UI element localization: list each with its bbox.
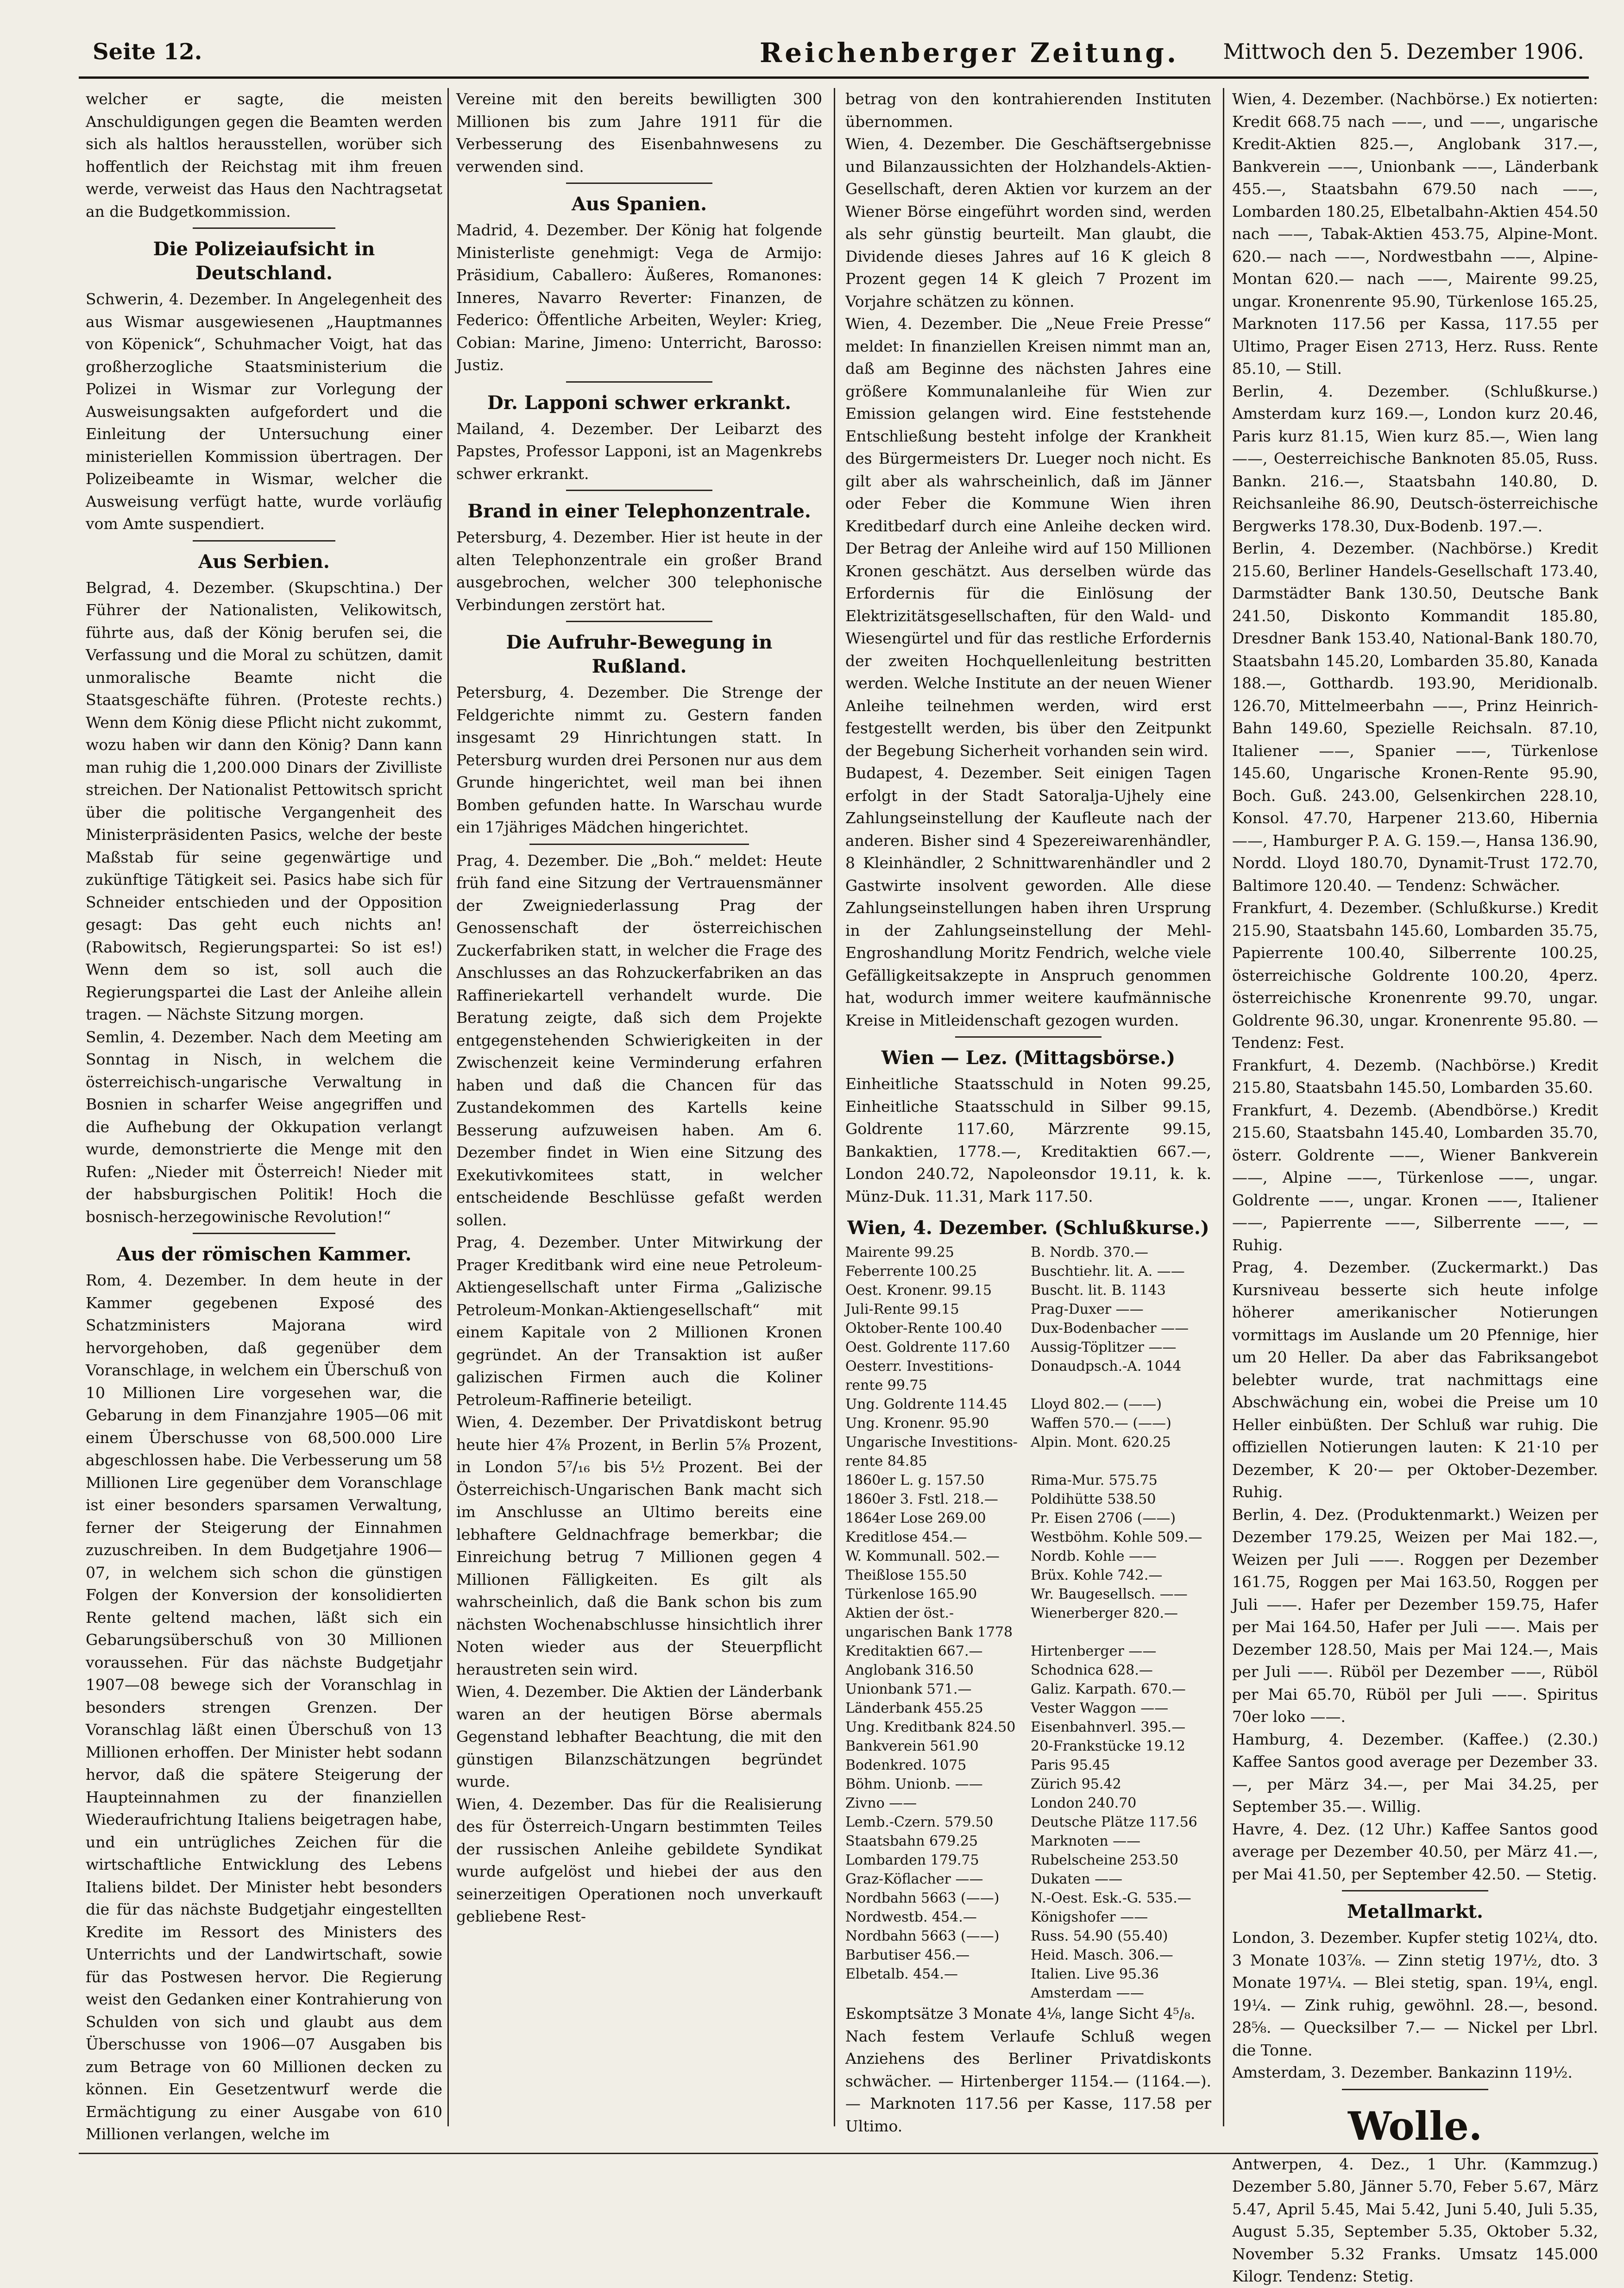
market-text: Berlin, 4. Dezember. (Schlußkurse.) Amsterdam kurz 169.—, London kurz 20.46, Paris kurz 81.15, Wien kurz 85.—, Wien lang ——, Oesterreichische Banknoten 85.05, Russ. Bankn. 216.—, Staatsbahn 140.80, D. Reichsanleihe 86.90, Deutsch-österreichische Bergwerks 178.30, Dux-Bodenb. 197.—.: [1232, 382, 1598, 535]
price-entry: Wienerberger 820.—: [1031, 1605, 1178, 1621]
article-heading: Dr. Lapponi schwer erkrankt.: [487, 391, 792, 414]
price-entry: Marknoten ——: [1031, 1833, 1141, 1849]
article-text: Budapest, 4. Dezember. Seit einigen Tagen erfolgt in der Stadt Satoralja-Ujhely eine Zahlungseinstellung der Kaufleute nach der anderen. Bisher sind 4 Spezereiwarenhändler, 8 Kleinhändler, 2 Schnittwarenhändler und 2 Gastwirte insolvent geworden. Alle diese Zahlungseinstellungen haben ihren Ursprung in der Zahlungseinstellung der Mehl-Engroshandlung Moritz Fendrich, welche viele Gefälligkeitsakzepte in Anspruch genommen hat, wodurch immer weitere kaufmännische Kreise in Mitleidenschaft gezogen wurden.: [845, 764, 1211, 1029]
price-entry: Dux-Bodenbacher ——: [1031, 1320, 1189, 1336]
page-number: Seite 12.: [93, 39, 202, 65]
price-entry: Ung. Goldrente 114.45: [845, 1396, 1007, 1412]
market-text: Berlin, 4. Dez. (Produktenmarkt.) Weizen per Dezember 179.25, Weizen per Mai 182.—, Weizen per Juli ——. Roggen per Dezember 161.75, Roggen per Mai 163.50, Roggen per Juli ——. Hafer per Dezember 159.75, Hafer per Mai 164.50, Hafer per Juli ——. Mais per Dezember 128.50, Mais per Mai 124.—, Mais per Juli ——. Rüböl per Dezember ——, Rüböl per Mai 65.70, Rüböl per Juli ——. Spiritus 70er loko ——.: [1232, 1505, 1598, 1726]
price-entry: Deutsche Plätze 117.56: [1031, 1814, 1197, 1830]
article-text: Belgrad, 4. Dezember. (Skupschtina.) Der Führer der Nationalisten, Velikowitsch, führte aus, daß der König berufen sei, die Verfassung und die Moral zu schützen, damit unmoralische Beamte nicht die Staatsgeschäfte führen. (Proteste rechts.) Wenn dem König diese Pflicht nicht zukommt, wozu haben wir dann den König? Dann kann man ruhig die 1,200.000 Dinars der Zivilliste streichen. Der Nationalist Pettowitsch spricht über die politische Vergangenheit des Ministerpräsidenten Pasics, welche der beste Maßstab für seine gegenwärtige und zukünftige Tätigkeit sei. Pasics habe sich für Schneider entschieden und der Opposition gesagt: Das geht euch nichts an! (Rabowitsch, Regierungspartei: So ist es!) Wenn dem so ist, soll auch die Regierungspartei die Last der Anleihe allein tragen. — Nächste Sitzung morgen.: [86, 578, 442, 1023]
section-heading: Metallmarkt.: [1347, 1901, 1483, 1922]
market-text: Prag, 4. Dezember. (Zuckermarkt.) Das Kursniveau besserte sich heute infolge höherer amerikanischer Notierungen vormittags im Auslande um 20 Pfennige, hier um 20 Heller. Da aber das Fabriksangebot belebter wurde, trat nachmittags eine Abschwächung ein, wobei die Preise um 10 Heller einbüßten. Der Schluß war ruhig. Die offiziellen Notierungen lauten: K 21·10 per Dezember, K 20·— per Oktober-Dezember. Ruhig.: [1232, 1258, 1598, 1501]
column-3: [845, 88, 1211, 2135]
price-entry: Feberrente 100.25: [845, 1263, 977, 1280]
article-text: Vereine mit den bereits bewilligten 300 Millionen bis zum Jahre 1911 für die Verbesserung des Eisenbahnwesens zu verwenden sind.: [456, 90, 822, 176]
article-text: Petersburg, 4. Dezember. Die Strenge der Feldgerichte nimmt zu. Gestern fanden insgesamt 29 Hinrichtungen statt. In Petersburg wurden drei Personen nur aus dem Grunde hingerichtet, weil man bei ihnen Bomben gefunden hatte. In Warschau wurde ein 17jähriges Mädchen hingerichtet.: [456, 683, 822, 836]
article-heading: Die Aufruhr-Bewegung in Rußland.: [506, 631, 773, 677]
price-entry: Ung. Kreditbank 824.50: [845, 1719, 1016, 1735]
price-entry: Russ. 54.90 (55.40): [1031, 1928, 1168, 1944]
divider: [566, 183, 712, 184]
price-entry: Bankverein 561.90: [845, 1738, 979, 1754]
article-text: Prag, 4. Dezember. Unter Mitwirkung der Prager Kreditbank wird eine neue Petroleum-Aktiengesellschaft unter Firma „Galizische Petroleum-Monkan-Aktiengesellschaft“ mit einem Kapitale von 2 Millionen Kronen gegründet. An der Transaktion ist außer galizischen Firmen auch die Koliner Petroleum-Raffinerie beteiligt.: [456, 1233, 822, 1409]
price-entry: Lombarden 179.75: [845, 1852, 979, 1868]
price-entry: Nordbahn 5663 (——): [845, 1890, 1000, 1906]
issue-date: Mittwoch den 5. Dezember 1906.: [1223, 39, 1584, 64]
price-list: [845, 1243, 1211, 2003]
price-entry: 1860er 3. Fstl. 218.—: [845, 1491, 998, 1507]
article-text: Wien, 4. Dezember. Die „Neue Freie Presse“ meldet: In finanziellen Kreisen nimmt man an, daß am Beginne des nächsten Jahres eine größere Kommunalanleihe für Wien zur Emission gelangen wird. Eine feststehende Entschließung besteht infolge der Krankheit des Bürgermeisters Dr. Lueger noch nicht. Es gilt aber als wahrscheinlich, daß im Jänner oder Feber die Kommune Wien ihren Kreditbedarf durch eine Anleihe decken wird. Der Betrag der Anleihe wird auf 150 Millionen Kronen geschätzt. Aus derselben würde das Erfordernis für die Einlösung der Elektrizitätsgesellschaften, für den Wald- und Wiesengürtel und für das restliche Erfordernis der zweiten Hochquellenleitung bestritten werden. Welche Institute an der neuen Wiener Anleihe teilnehmen werden, wird erst festgestellt werden, bis über den Zeitpunkt der Begebung Sicherheit vorhanden sein wird.: [845, 315, 1211, 760]
price-entry: Kreditaktien 667.—: [845, 1643, 983, 1659]
price-entry: Rubelscheine 253.50: [1031, 1852, 1178, 1868]
price-entry: Westböhm. Kohle 509.—: [1031, 1529, 1202, 1545]
page-header: [79, 32, 1589, 79]
price-entry: Zürich 95.42: [1031, 1776, 1121, 1792]
price-entry: [845, 1984, 1026, 2003]
article-heading: Die Polizeiaufsicht in Deutschland.: [153, 238, 375, 284]
price-entry: Nordb. Kohle ——: [1031, 1548, 1157, 1564]
bottom-rule: [79, 2153, 1598, 2154]
price-entry: Brüx. Kohle 742.—: [1031, 1567, 1163, 1583]
price-entry: Lemb.-Czern. 579.50: [845, 1814, 994, 1830]
market-text: Wien, 4. Dezember. (Nachbörse.) Ex notierten: Kredit 668.75 nach ——, und ——, ungarische Kredit-Aktien 825.—, Anglobank 317.—, Bankverein ——, Unionbank ——, Länderbank 455.—, Staatsbahn 679.50 nach ——, Lombarden 180.25, Elbetalbahn-Aktien 454.50 nach ——, Tabak-Aktien 453.75, Alpine-Mont. 620.— nach ——, Nordwestbahn ——, Alpine-Montan 620.— nach ——, Mairente 99.25, ungar. Kronenrente 95.90, Türkenlose 165.25, Marknoten 117.56 per Kassa, 117.55 per Ultimo, Prager Eisen 2713, Herz. Russ. Rente 85.10, — Still.: [1232, 90, 1598, 378]
market-text: Antwerpen, 4. Dez., 1 Uhr. (Kammzug.) Dezember 5.80, Jänner 5.70, Feber 5.67, März 5.47, April 5.45, Mai 5.42, Juni 5.40, Juli 5.35, August 5.35, September 5.35, Oktober 5.32, November 5.32 Franks. Umsatz 145.000 Kilogr. Tendenz: Stetig.: [1232, 2155, 1598, 2285]
divider: [566, 490, 712, 491]
price-entry: N.-Oest. Esk.-G. 535.—: [1031, 1890, 1191, 1906]
price-entry: Prag-Duxer ——: [1031, 1301, 1144, 1317]
price-entry: London 240.70: [1031, 1795, 1137, 1811]
price-entry: Böhm. Unionb. ——: [845, 1776, 983, 1792]
price-entry: Ung. Kronenr. 95.90: [845, 1415, 989, 1431]
price-entry: Alpin. Mont. 620.25: [1031, 1434, 1171, 1450]
price-entry: Unionbank 571.—: [845, 1681, 972, 1697]
divider: [566, 381, 712, 383]
price-entry: Türkenlose 165.90: [845, 1586, 977, 1602]
market-text: Eskomptsätze 3 Monate 4⅛, lange Sicht 4⁵/₈.: [845, 2004, 1196, 2023]
price-entry: Zivno ——: [845, 1795, 917, 1811]
price-entry: Poldihütte 538.50: [1031, 1491, 1156, 1507]
article-text: welcher er sagte, die meisten Anschuldigungen gegen die Beamten werden sich als haltlos herausstellen, worüber sich hoffentlich der Reichstag mit ihm freuen werde, verweist das Haus den Nachtragsetat an die Budgetkommission.: [86, 90, 442, 221]
price-entry: W. Kommunall. 502.—: [845, 1548, 1000, 1564]
article-text: Rom, 4. Dezember. In dem heute in der Kammer gegebenen Exposé des Schatzministers Majorana wird hervorgehoben, daß gegenüber dem Voranschlage, in welchem ein Überschuß von 10 Millionen Lire vorgesehen war, die Gebarung in dem Finanzjahre 1905—06 mit einem Überschusse von 68,500.000 Lire abgeschlossen habe. Die Verbesserung um 58 Millionen Lire gegenüber dem Voranschlage ist einer besonders sparsamen Verwaltung, ferner der Steigerung der Einnahmen zuzuschreiben. In dem Budgetjahre 1906—07, in welchem sich schon die günstigen Folgen der Konversion der konsolidierten Rente geltend machen, läßt sich ein Gebarungsüberschuß von 30 Millionen voraussehen. Für das nächste Budgetjahr 1907—08 bewege sich der Voranschlag in besonders strengen Grenzen. Der Voranschlag läßt einen Überschuß von 13 Millionen erhoffen. Der Minister hebt sodann hervor, daß die spätere Steigerung der Haupteinnahmen zu der finanziellen Wiederaufrichtung Italiens beigetragen habe, und ein untrügliches Zeichen für die wirtschaftliche Entwicklung des Lebens Italiens bildet. Der Minister hebt besonders die für das nächste Budgetjahr eingestellten Kredite im Ressort des Ministers des Unterrichts und der Landwirtschaft, sowie für das Postwesen hervor. Die Regierung weist den Gedanken einer Kontrahierung von Schulden von sich und glaubt aus dem Überschusse von 1906—07 Ausgaben bis zum Betrage von 60 Millionen decken zu können. Ein Gesetzentwurf werde die Ermächtigung zu einer Ausgabe von 610 Millionen verlangen, welche im: [86, 1271, 442, 2143]
article-text: Wien, 4. Dezember. Die Aktien der Länderbank waren an der heutigen Börse abermals Gegenstand lebhafter Beachtung, die mit den günstigen Bilanzschätzungen begründet wurde.: [456, 1683, 822, 1790]
price-entry: Dukaten ——: [1031, 1871, 1123, 1887]
price-entry: Aktien der öst.-ungarischen Bank 1778: [845, 1605, 1013, 1640]
price-entry: Königshofer ——: [1031, 1909, 1148, 1925]
price-entry: Barbutiser 456.—: [845, 1947, 970, 1963]
price-entry: Anglobank 316.50: [845, 1662, 974, 1678]
article-heading: Aus Serbien.: [198, 550, 330, 573]
article-text: Madrid, 4. Dezember. Der König hat folgende Ministerliste genehmigt: Vega de Armijo: Präsidium, Caballero: Äußeres, Romanones: Inneres, Navarro Reverter: Finanzen, de Federico: Öffentliche Arbeiten, Weyler: Krieg, Cobian: Marine, Jimeno: Unterricht, Barosso: Justiz.: [456, 221, 822, 374]
divider: [955, 1036, 1102, 1038]
section-heading: Wolle.: [1347, 2103, 1483, 2149]
market-heading: Wien — Lez. (Mittagsbörse.): [881, 1047, 1176, 1069]
market-heading: Wien, 4. Dezember. (Schlußkurse.): [847, 1217, 1209, 1239]
article-text: Mailand, 4. Dezember. Der Leibarzt des Papstes, Professor Lapponi, ist an Magenkrebs schwer erkrankt.: [456, 419, 822, 483]
price-entry: Nordwestb. 454.—: [845, 1909, 977, 1925]
price-entry: Hirtenberger ——: [1031, 1643, 1157, 1659]
article-text: Petersburg, 4. Dezember. Hier ist heute in der alten Telephonzentrale ein großer Brand ausgebrochen, welcher 300 telephonische Verbindungen zerstört hat.: [456, 528, 822, 614]
column-rule: [834, 88, 835, 2126]
price-entry: Rima-Mur. 575.75: [1031, 1472, 1158, 1488]
price-entry: Vester Waggon ——: [1031, 1700, 1169, 1716]
price-entry: Schodnica 628.—: [1031, 1662, 1153, 1678]
price-entry: Waffen 570.— (——): [1031, 1415, 1171, 1431]
price-entry: Galiz. Karpath. 670.—: [1031, 1681, 1186, 1697]
price-entry: Elbetalb. 454.—: [845, 1966, 958, 1982]
market-text: Amsterdam, 3. Dezember. Bankazinn 119½.: [1232, 2063, 1573, 2081]
market-text: Nach festem Verlaufe Schluß wegen Anziehens des Berliner Privatdiskonts schwächer. — Hirtenberger 1154.— (1164.—). — Marknoten 117.56 per Kasse, 117.58 per Ultimo.: [845, 2027, 1211, 2135]
divider: [193, 1233, 335, 1234]
price-entry: Oesterr. Investitions-rente 99.75: [845, 1358, 994, 1393]
column-2: [456, 88, 822, 2126]
price-entry: Nordbahn 5663 (——): [845, 1928, 1000, 1944]
market-text: Frankfurt, 4. Dezemb. (Nachbörse.) Kredit 215.80, Staatsbahn 145.50, Lombarden 35.60.: [1232, 1056, 1598, 1097]
column-4: [1232, 88, 1598, 2285]
market-text: Berlin, 4. Dezember. (Nachbörse.) Kredit 215.60, Berliner Handels-Gesellschaft 173.40, Darmstädter Bank 130.50, Deutsche Bank 241.50, Diskonto Kommandit 185.80, Dresdner Bank 153.40, National-Bank 180.70, Staatsbahn 145.20, Lombarden 35.80, Kanada 188.—, Gotthardb. 193.90, Meridionalb. 126.70, Mittelmeerbahn ——, Prinz Heinrich-Bahn 149.60, Spezielle Reichsaln. 87.10, Italiener ——, Spanier ——, Türkenlose 145.60, Ungarische Kronen-Rente 95.90, Boch. Guß. 243.00, Gelsenkirchen 228.10, Konsol. 47.70, Harpener 213.60, Hibernia ——, Hamburger P. A. G. 159.—, Hansa 136.90, Nordd. Lloyd 180.70, Dynamit-Trust 172.70, Baltimore 120.40. — Tendenz: Schwächer.: [1232, 539, 1598, 895]
price-entry: Heid. Masch. 306.—: [1031, 1947, 1173, 1963]
divider: [1342, 1890, 1488, 1891]
price-entry: 1860er L. g. 157.50: [845, 1472, 985, 1488]
market-text: Hamburg, 4. Dezember. (Kaffee.) (2.30.) Kaffee Santos good average per Dezember 33.—, per März 34.—, per Mai 34.25, per September 35.—. Willig.: [1232, 1730, 1598, 1815]
article-text: Schwerin, 4. Dezember. In Angelegenheit des aus Wismar ausgewiesenen „Hauptmannes von Köpenick“, Schuhmacher Voigt, hat das großherzogliche Staatsministerium die Polizei in Wismar zur Vorlegung der Ausweisungsakten aufgefordert und die Einleitung der Untersuchung einer ministeriellen Kommission übertragen. Der Polizeibeamte in Wismar, welcher die Ausweisung verfügt hatte, wurde vorläufig vom Amte suspendiert.: [86, 290, 442, 533]
masthead: Reichenberger Zeitung.: [760, 37, 1179, 69]
price-entry: Staatsbahn 679.25: [845, 1833, 978, 1849]
divider: [193, 227, 335, 229]
price-entry: Eisenbahnverl. 395.—: [1031, 1719, 1186, 1735]
market-text: Frankfurt, 4. Dezember. (Schlußkurse.) Kredit 215.90, Staatsbahn 145.60, Lombarden 35.75, Papierrente 100.40, Silberrente 100.25, österreichische Goldrente 100.20, 4perz. österreichische Kronenrente 99.70, ungar. Goldrente 96.30, ungar. Kronenrente 95.80. — Tendenz: Fest.: [1232, 899, 1598, 1052]
article-heading: Brand in einer Telephonzentrale.: [467, 500, 811, 522]
column-1: [86, 88, 442, 2143]
price-entry: Donaudpsch.-A. 1044: [1031, 1358, 1182, 1374]
divider: [566, 621, 712, 622]
price-entry: Bodenkred. 1075: [845, 1757, 967, 1773]
price-entry: Kreditlose 454.—: [845, 1529, 967, 1545]
article-heading: Aus Spanien.: [571, 193, 707, 215]
price-entry: Pr. Eisen 2706 (——): [1031, 1510, 1176, 1526]
price-entry: Buschtiehr. lit. A. ——: [1031, 1263, 1185, 1280]
price-entry: Oest. Goldrente 117.60: [845, 1339, 1010, 1355]
article-text: Wien, 4. Dezember. Das für die Realisierung des für Österreich-Ungarn bestimmten Teiles der russischen Anleihe gebildete Syndikat wurde aufgelöst und hiebei der aus den seinerzeitigen Operationen noch unverkauft gebliebene Rest-: [456, 1795, 822, 1925]
article-text: Wien, 4. Dezember. Der Privatdiskont betrug heute hier 4⅞ Prozent, in Berlin 5⅞ Prozent, in London 5⁷/₁₆ bis 5½ Prozent. Bei der Österreichisch-Ungarischen Bank macht sich im Anschlusse an Ultimo bereits eine lebhaftere Geldnachfrage bemerkbar; die Einreichung betrug 7 Millionen gegen 4 Millionen Fälligkeiten. Es gilt als wahrscheinlich, daß die Bank schon bis zum nächsten Wochenabschlusse hinsichtlich ihrer Noten wieder aus der Steuerpflicht heraustreten sein wird.: [456, 1413, 822, 1678]
price-entry: 20-Frankstücke 19.12: [1031, 1738, 1185, 1754]
column-rule: [447, 88, 449, 2126]
market-text: Havre, 4. Dez. (12 Uhr.) Kaffee Santos good average per Dezember 40.50, per März 41.—, per Mai 41.50, per September 42.50. — Stetig.: [1232, 1820, 1598, 1883]
column-rule: [1223, 88, 1224, 2126]
article-text: betrag von den kontrahierenden Instituten übernommen.: [845, 90, 1211, 131]
price-entry: Paris 95.45: [1031, 1757, 1110, 1773]
article-text: Wien, 4. Dezember. Die Geschäftsergebnisse und Bilanzaussichten der Holzhandels-Aktien-Gesellschaft, deren Aktien vor kurzem an der Wiener Börse eingeführt worden sind, werden als sehr günstig beurteilt. Man glaubt, die Dividende dieses Jahres auf 16 K gleich 8 Prozent gegen 14 K gleich 7 Prozent im Vorjahre schätzen zu können.: [845, 135, 1211, 310]
price-entry: Länderbank 455.25: [845, 1700, 983, 1716]
market-text: Einheitliche Staatsschuld in Noten 99.25, Einheitliche Staatsschuld in Silber 99.15, Goldrente 117.60, Märzrente 99.15, Bankaktien, 1778.—, Kreditaktien 667.—, London 240.72, Napoleonsdor 19.11, k. k. Münz-Duk. 11.31, Mark 117.50.: [845, 1075, 1211, 1205]
price-entry: Oest. Kronenr. 99.15: [845, 1282, 992, 1298]
price-entry: Juli-Rente 99.15: [845, 1301, 959, 1317]
market-text: London, 3. Dezember. Kupfer stetig 102¼, dto. 3 Monate 103⅞. — Zinn stetig 197½, dto. 3 Monate 197¼. — Blei stetig, span. 19¼, engl. 19¼. — Zink ruhig, gewöhnl. 28.—, besond. 28⅝. — Quecksilber 7.— — Nickel per Lbrl. die Tonne.: [1232, 1929, 1598, 2059]
price-entry: Italien. Live 95.36: [1031, 1966, 1159, 1982]
article-heading: Aus der römischen Kammer.: [116, 1243, 412, 1265]
price-entry: Theißlose 155.50: [845, 1567, 967, 1583]
price-entry: Ungarische Investitions-rente 84.85: [845, 1434, 1018, 1469]
price-entry: Amsterdam ——: [1031, 1985, 1144, 2001]
price-entry: Aussig-Töplitzer ——: [1031, 1339, 1177, 1355]
divider: [529, 844, 749, 845]
price-entry: Oktober-Rente 100.40: [845, 1320, 1002, 1336]
price-entry: Mairente 99.25: [845, 1244, 954, 1261]
price-entry: Wr. Baugesellsch. ——: [1031, 1586, 1188, 1602]
price-entry: Buscht. lit. B. 1143: [1031, 1282, 1166, 1298]
price-entry: Graz-Köflacher ——: [845, 1871, 983, 1887]
market-text: Frankfurt, 4. Dezemb. (Abendbörse.) Kredit 215.60, Staatsbahn 145.40, Lombarden 35.70, österr. Goldrente ——, Wiener Bankverein ——, Alpine ——, Türkenlose ——, ungar. Goldrente ——, ungar. Kronen ——, Italiener ——, Papierrente ——, Silberrente ——, — Ruhig.: [1232, 1101, 1598, 1254]
divider: [193, 540, 335, 542]
price-entry: 1864er Lose 269.00: [845, 1510, 986, 1526]
divider: [1342, 2089, 1488, 2090]
article-text: Semlin, 4. Dezember. Nach dem Meeting am Sonntag in Nisch, in welchem die österreichisch-ungarische Verwaltung in Bosnien in scharfer Weise angegriffen und die Aufhebung der Okkupation verlangt wurde, demonstrierte die Menge mit den Rufen: „Nieder mit Österreich! Nieder mit der habsburgischen Politik! Hoch die bosnisch-herzegowinische Revolution!“: [86, 1027, 442, 1226]
price-entry: Lloyd 802.— (——): [1031, 1396, 1162, 1412]
price-entry: B. Nordb. 370.—: [1031, 1244, 1149, 1261]
article-text: Prag, 4. Dezember. Die „Boh.“ meldet: Heute früh fand eine Sitzung der Vertrauensmänner der Zweigniederlassung Prag der Genossenschaft der österreichischen Zuckerfabriken statt, in welcher die Frage des Anschlusses an das Rohzuckerfabriken an das Raffineriekartell verhandelt wurde. Die Beratung zeigte, daß sich dem Projekte entgegenstehenden Schwierigkeiten in der Zwischenzeit keine Verminderung erfahren haben und daß die Chancen für das Zustandekommen des Kartells keine Besserung aufzuweisen haben. Am 6. Dezember findet in Wien eine Sitzung des Exekutivkomitees statt, in welcher entscheidende Beschlüsse gefaßt werden sollen.: [456, 851, 822, 1229]
